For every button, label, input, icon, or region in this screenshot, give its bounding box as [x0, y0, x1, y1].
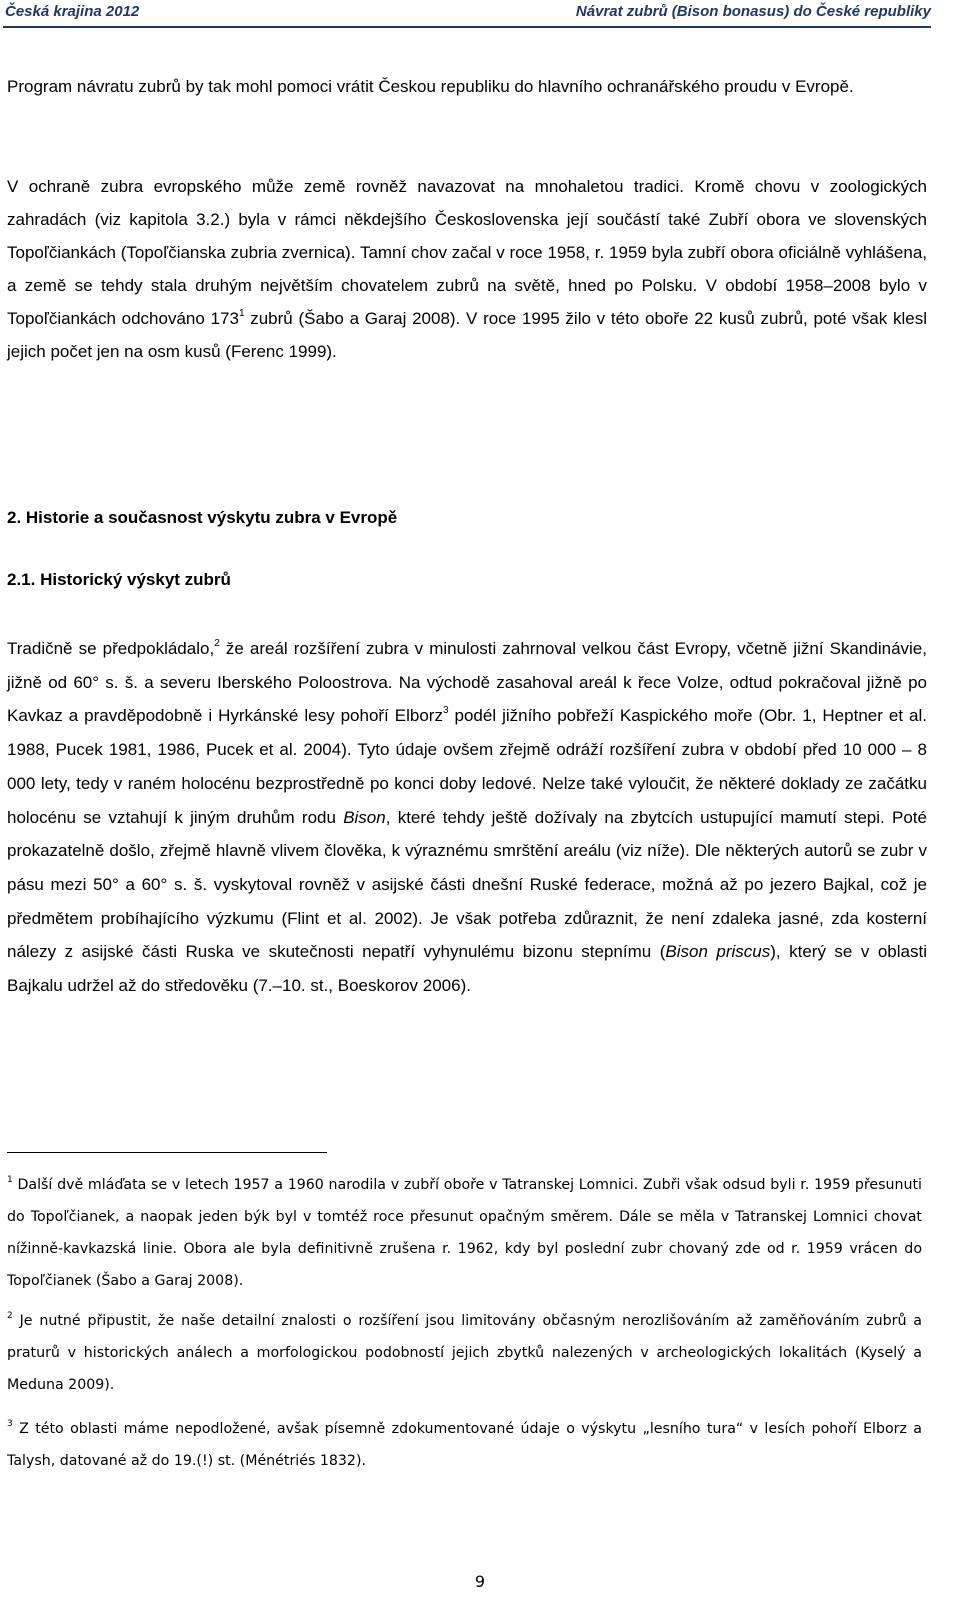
paragraph-text: Tradičně se předpokládalo, — [7, 639, 215, 658]
header-article-title: Návrat zubrů (Bison bonasus) do České republiky — [575, 3, 931, 20]
footnote-ref-2[interactable]: 2 — [214, 638, 220, 649]
footnote-ref-1[interactable]: 1 — [238, 308, 245, 319]
paragraph-text: Program návratu zubrů by tak mohl pomoci vrátit Českou republiku do hlavního ochranářského proudu v Evropě. — [7, 77, 854, 96]
footnote-3 — [7, 1413, 922, 1477]
body-paragraph-1 — [7, 70, 927, 103]
footnote-number: 3 — [7, 1419, 13, 1429]
paragraph-text: že areál rozšíření zubra v minulosti zahrnoval velkou část Evropy, včetně jižní Skandinávie, jižně od 60° s. š. a severu Iberského Poloostrova. Na východě zasahoval areál k řece Volze, odtud pokračoval jižně po Kavkaz a pravděpodobně i Hyrkánské lesy pohoří Elborz — [7, 639, 927, 726]
body-paragraph-3 — [7, 632, 927, 1003]
footnote-ref-3[interactable]: 3 — [442, 705, 449, 717]
running-header — [3, 2, 931, 28]
footnote-number: 2 — [7, 1311, 13, 1321]
italic-taxon: Bison priscus — [665, 942, 771, 962]
italic-taxon: Bison — [343, 807, 386, 827]
paragraph-text: ), který se v oblasti Bajkalu udržel až do středověku (7.–10. st., Boeskorov 2006). — [7, 942, 927, 996]
page-number: 9 — [474, 1572, 486, 1591]
section-heading: 2. Historie a současnost výskytu zubra v Evropě — [7, 508, 398, 527]
footnote-separator — [7, 1152, 327, 1153]
paragraph-text: V ochraně zubra evropského může země rovněž navazovat na mnohaletou tradici. Kromě chovu v zoologických zahradách (viz kapitola 3.2.) byla v rámci někdejšího Československa její součástí také Zubří obora ve slovenských Topoľčiankách (Topoľčianska zubria zvernica). Tamní chov začal v roce 1958, r. 1959 byla zubří obora oficiálně vyhlášena, a země se tehdy stala druhým největším chovatelem zubrů na světě, hned po Polsku. V období 1958–2008 bylo v Topoľčiankách odchováno 173 — [7, 177, 927, 328]
footnote-1 — [7, 1169, 922, 1297]
paragraph-text: zubrů (Šabo a Garaj 2008). V roce 1995 žilo v této oboře 22 kusů zubrů, poté však klesl jejich počet jen na osm kusů (Ferenc 1999). — [7, 309, 927, 361]
paragraph-text: , které tehdy ještě dožívaly na zbytcích ustupující mamutí stepi. Poté prokazatelně došlo, zřejmě hlavně vlivem člověka, k výraznému smrštění areálu (viz níže). Dle některých autorů se zubr v pásu mezi 50° a 60° s. š. vyskytoval rovněž v asijské části dnešní Ruské federace, možná až po jezero Bajkal, což je předmětem probíhajícího výzkumu (Flint et al. 2002). Je však potřeba zdůraznit, že není zdaleka jasné, zda kosterní nálezy z asijské části Ruska ve skutečnosti nepatří vyhynulému bizonu stepnímu ( — [7, 807, 927, 962]
footnote-number: 1 — [7, 1175, 13, 1185]
paragraph-text: podél jižního pobřeží Kaspického moře (Obr. 1, Heptner et al. 1988, Pucek 1981, 1986, Pucek et al. 2004). Tyto údaje ovšem zřejmě odráží rozšíření zubra v období před 10 000 – 8 000 lety, tedy v raném holocénu bezprostředně po konci doby ledové. Nelze také vyloučit, že některé doklady ze začátku holocénu se vztahují k jiným druhům rodu — [7, 706, 927, 827]
header-journal-title: Česká krajina 2012 — [5, 3, 140, 20]
body-paragraph-2 — [7, 170, 927, 368]
footnote-text: Z této oblasti máme nepodložené, avšak písemně zdokumentované údaje o výskytu „lesního tura“ v lesích pohoří Elborz a Talysh, datované až do 19.(!) st. (Ménétriés 1832). — [7, 1421, 922, 1469]
footnote-text: Další dvě mláďata se v letech 1957 a 1960 narodila v zubří oboře v Tatranskej Lomnici. Zubři však odsud byli r. 1959 přesunuti do Topoľčianek, a naopak jeden býk byl v tomtéž roce přesunut opačným směrem. Dále se měla v Tatranskej Lomnici chovat nížinně-kavkazská linie. Obora ale byla definitivně zrušena r. 1962, kdy byl poslední zubr chovaný zde od r. 1959 vrácen do Topoľčianek (Šabo a Garaj 2008). — [7, 1177, 922, 1289]
footnote-2 — [7, 1305, 922, 1401]
footnote-text: Je nutné připustit, že naše detailní znalosti o rozšíření jsou limitovány občasným nerozlišováním až zaměňováním zubrů a praturů v historických análech a morfologickou podobností jejich zbytků nalezených v archeologických lokalitách (Kyselý a Meduna 2009). — [7, 1313, 922, 1393]
subsection-heading: 2.1. Historický výskyt zubrů — [7, 570, 231, 589]
